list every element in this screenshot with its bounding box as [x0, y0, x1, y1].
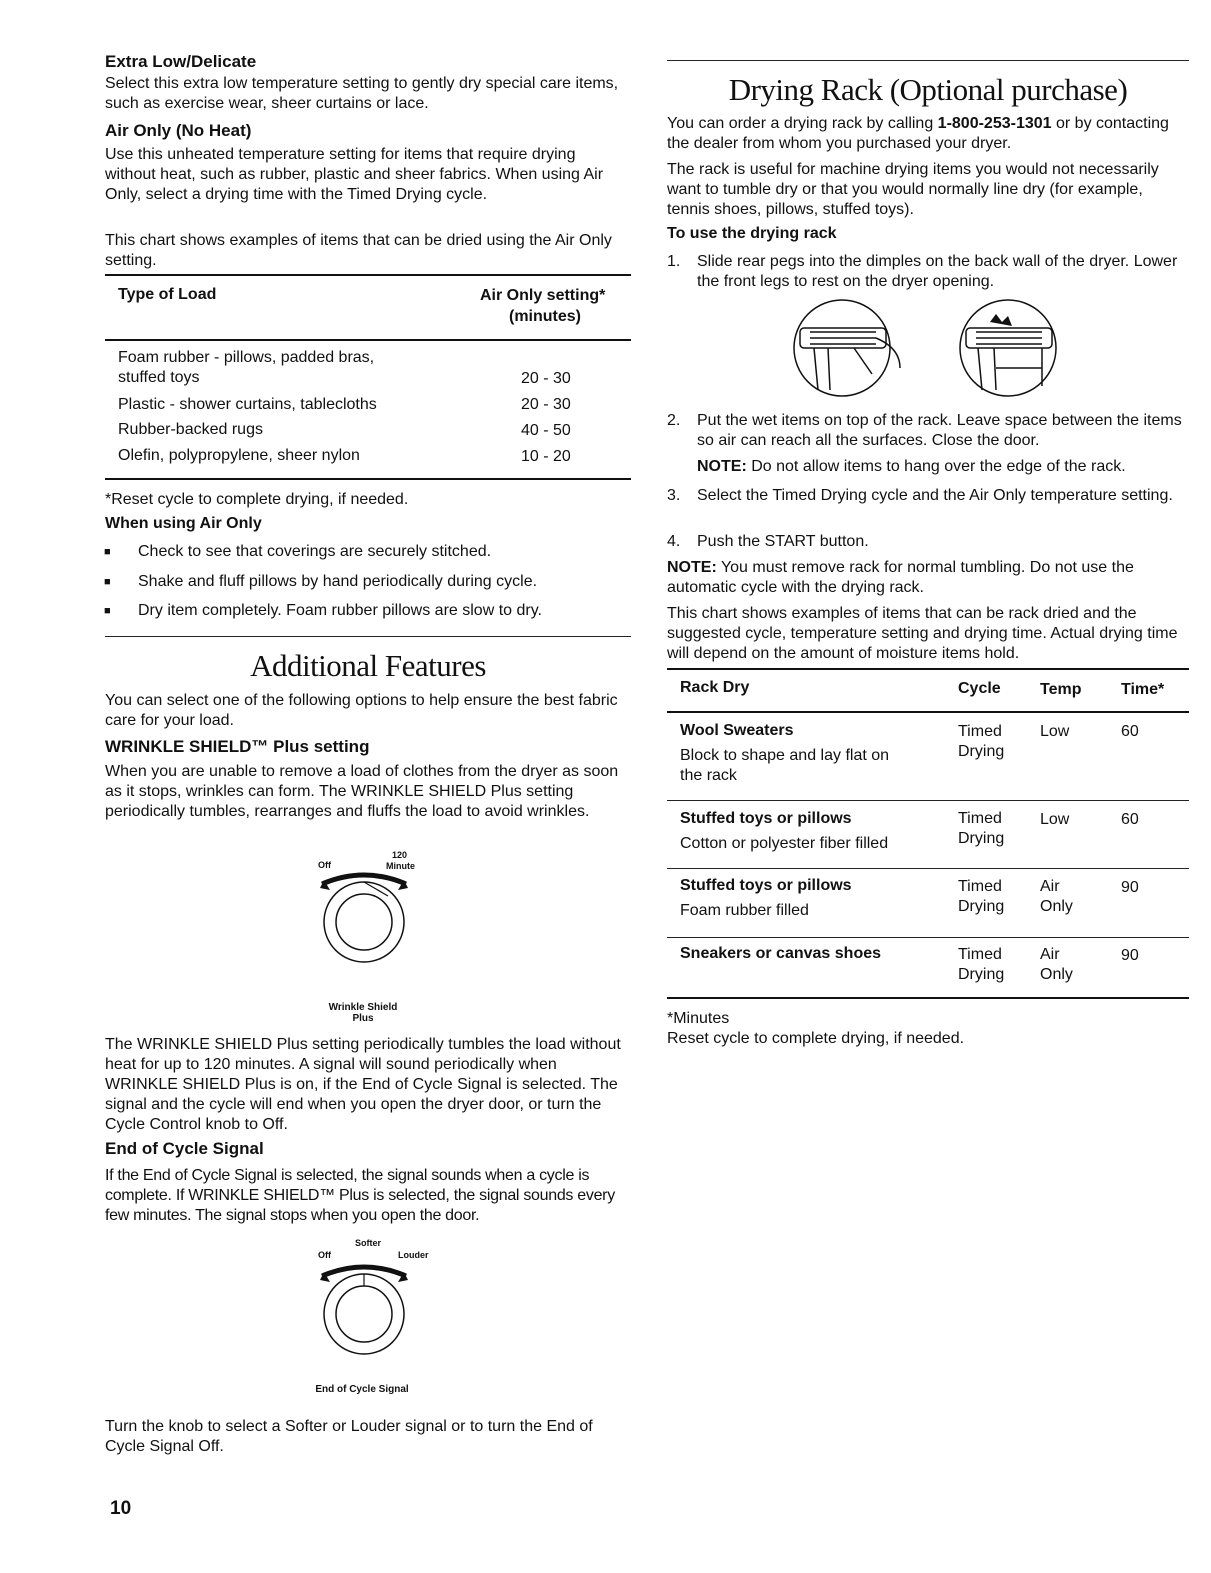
when-using-title: When using Air Only [105, 515, 262, 532]
step-item [667, 532, 1187, 552]
row-temp: Low [1040, 723, 1070, 740]
row-temp: Low [1040, 811, 1070, 828]
row-cycle [958, 722, 1004, 762]
note-text: Do not allow items to hang over the edge of the rack. [746, 458, 1126, 475]
table-header-rack-dry: Rack Dry [680, 679, 750, 696]
table-row: Plastic - shower curtains, tablecloths [118, 396, 377, 413]
table-row [680, 809, 950, 854]
table-row [680, 721, 950, 786]
step-item [667, 486, 1187, 506]
step-item [667, 252, 1187, 292]
row-desc-cont: the rack [680, 767, 737, 784]
row-temp-2: Only [1040, 898, 1073, 915]
dial-off-label: Off [318, 1250, 331, 1260]
section-divider [105, 636, 631, 637]
rack-phone-number: 1-800-253-1301 [937, 115, 1052, 132]
end-cycle-text-2: Turn the knob to select a Softer or Louder signal or to turn the End of Cycle Signal Off. [105, 1418, 593, 1455]
row-time: 90 [1121, 947, 1139, 964]
additional-features-heading: Additional Features [250, 648, 486, 683]
step-text: Select the Timed Drying cycle and the Air Only temperature setting. [697, 487, 1173, 504]
row-cycle-2: Drying [958, 743, 1005, 760]
step-number: 1. [667, 253, 681, 270]
row-temp [1040, 877, 1073, 917]
dial-softer-label: Softer [355, 1238, 382, 1248]
row-cycle [958, 809, 1004, 849]
note-text: You must remove rack for normal tumbling. Do not use the automatic cycle with the drying rack. [667, 559, 1134, 596]
rack-intro-text-2: or by contacting the dealer from whom you purchased your dryer. [667, 115, 1169, 152]
dial-minute-label: Minute [386, 861, 415, 871]
drying-rack-illustration-icon [780, 298, 1080, 398]
table-note-reset: Reset cycle to complete drying, if needed. [667, 1030, 965, 1047]
row-divider [667, 937, 1189, 938]
table-header-minutes: (minutes) [509, 308, 581, 325]
row-cycle [958, 877, 1004, 917]
row-temp [1040, 945, 1073, 985]
table-row: Rubber-backed rugs [118, 421, 263, 438]
row-divider [667, 868, 1189, 869]
dial-caption: Wrinkle Shield Plus [328, 1002, 398, 1024]
row-item: Sneakers or canvas shoes [680, 945, 882, 962]
note-label: NOTE: [667, 559, 717, 576]
table-header-time: Time* [1121, 681, 1165, 698]
table-row [680, 876, 950, 921]
drying-rack-heading: Drying Rack (Optional purchase) [728, 72, 1128, 107]
table-header-type: Type of Load [118, 286, 217, 303]
row-desc: Cotton or polyester fiber filled [680, 835, 889, 852]
table-note-left: *Reset cycle to complete drying, if needed. [105, 491, 409, 508]
end-cycle-title: End of Cycle Signal [105, 1139, 264, 1158]
row-cycle [958, 945, 1004, 985]
table-top-rule [105, 274, 631, 276]
row-load-cont: stuffed toys [118, 369, 200, 386]
row-temp-1: Air [1040, 946, 1060, 963]
row-time: 60 [1121, 811, 1139, 828]
table-row [118, 348, 374, 388]
table-header-rule [105, 339, 631, 341]
row-desc: Block to shape and lay flat on [680, 747, 890, 764]
step-number: 3. [667, 487, 681, 504]
row-divider [667, 800, 1189, 801]
row-cycle-1: Timed [958, 946, 1002, 963]
step-number: 2. [667, 412, 681, 429]
chart-intro-right: This chart shows examples of items that can be rack dried and the suggested cycle, temperature setting and drying time. Actual drying time will depend on the amount of moisture items hold. [667, 605, 1178, 662]
dial-caption: End of Cycle Signal [315, 1384, 409, 1395]
wrinkle-shield-text-2: The WRINKLE SHIELD Plus setting periodically tumbles the load without heat for up to 120 minutes. A signal will sound periodically when WRINKLE SHIELD Plus is on, if the End of Cycle Signal is selected. The signal and the cycle will end when you open the dryer door, or turn the Cycle Control knob to Off. [105, 1036, 621, 1133]
dial-louder-label: Louder [398, 1250, 429, 1260]
step-text: Slide rear pegs into the dimples on the back wall of the dryer. Lower the front legs to rest on the dryer opening. [697, 253, 1178, 290]
row-cycle-2: Drying [958, 830, 1005, 847]
row-temp-1: Air [1040, 878, 1060, 895]
dial-knob-icon [300, 1254, 430, 1364]
table-header-temp: Temp [1040, 681, 1082, 698]
additional-intro: You can select one of the following options to help ensure the best fabric care for your load. [105, 692, 618, 729]
page-number: 10 [110, 1498, 132, 1519]
row-item: Stuffed toys or pillows [680, 877, 852, 894]
table-header-setting: Air Only setting* [480, 287, 606, 304]
row-time: 60 [1121, 723, 1139, 740]
air-only-text: Use this unheated temperature setting for items that require drying without heat, such as rubber, plastic and sheer fabrics. When using Air Only, select a drying time with the Timed Drying cycle. [105, 146, 604, 203]
extra-low-text: Select this extra low temperature setting to gently dry special care items, such as exercise wear, sheer curtains or lace. [105, 75, 619, 112]
row-minutes: 40 - 50 [521, 422, 571, 439]
step-note [697, 457, 1187, 477]
dial-off-label: Off [318, 860, 331, 870]
table-row: Olefin, polypropylene, sheer nylon [118, 447, 360, 464]
table-note-minutes: *Minutes [667, 1010, 730, 1027]
row-time: 90 [1121, 879, 1139, 896]
wrinkle-shield-title: WRINKLE SHIELD™ Plus setting [105, 737, 370, 756]
chart-intro-left: This chart shows examples of items that can be dried using the Air Only setting. [105, 232, 612, 269]
row-minutes: 20 - 30 [521, 396, 571, 413]
wrinkle-shield-text: When you are unable to remove a load of clothes from the dryer as soon as it stops, wrinkles can form. The WRINKLE SHIELD Plus setting periodically tumbles, rearranges and fluffs the load to avoid wrinkles. [105, 763, 619, 820]
rack-intro-1 [667, 114, 1187, 154]
use-rack-title: To use the drying rack [667, 225, 837, 242]
bullet-item: ■ Check to see that coverings are securely stitched. [138, 542, 491, 562]
rack-note [667, 558, 1187, 598]
table-header-cycle: Cycle [958, 680, 1001, 697]
row-temp-2: Only [1040, 966, 1073, 983]
bullet-item: ■ Shake and fluff pillows by hand periodically during cycle. [138, 572, 537, 592]
row-minutes: 20 - 30 [521, 370, 571, 387]
row-minutes: 10 - 20 [521, 448, 571, 465]
row-cycle-1: Timed [958, 810, 1002, 827]
row-desc: Foam rubber filled [680, 902, 809, 919]
step-text: Push the START button. [697, 533, 869, 550]
section-divider [667, 60, 1189, 61]
table-header-rule [667, 711, 1189, 713]
dial-120-label: 120 [392, 850, 408, 860]
dial-knob-icon [300, 862, 430, 972]
bullet-item: ■ Dry item completely. Foam rubber pillows are slow to dry. [138, 601, 542, 621]
step-text: Put the wet items on top of the rack. Leave space between the items so air can reach all the surfaces. Close the door. [697, 412, 1182, 449]
row-cycle-2: Drying [958, 898, 1005, 915]
row-load: Foam rubber - pillows, padded bras, [118, 349, 375, 366]
row-cycle-2: Drying [958, 966, 1005, 983]
note-label: NOTE: [697, 458, 747, 475]
row-item: Stuffed toys or pillows [680, 810, 852, 827]
table-top-rule [667, 668, 1189, 670]
step-item [667, 411, 1187, 451]
extra-low-title: Extra Low/Delicate [105, 52, 257, 71]
row-cycle-1: Timed [958, 723, 1002, 740]
end-cycle-text: If the End of Cycle Signal is selected, the signal sounds when a cycle is complete. If WRINKLE SHIELD™ Plus is selected, the signal sounds every few minutes. The signal stops when you open the door. [105, 1167, 615, 1224]
row-item: Wool Sweaters [680, 722, 794, 739]
air-only-title: Air Only (No Heat) [105, 121, 252, 140]
table-bottom-rule [667, 997, 1189, 999]
row-cycle-1: Timed [958, 878, 1002, 895]
rack-intro-2: The rack is useful for machine drying items you would not necessarily want to tumble dry or that you would normally line dry (for example, tennis shoes, pillows, stuffed toys). [667, 161, 1159, 218]
step-number: 4. [667, 533, 681, 550]
table-bottom-rule [105, 478, 631, 480]
rack-intro-text: You can order a drying rack by calling [667, 115, 938, 132]
table-row [680, 944, 950, 964]
